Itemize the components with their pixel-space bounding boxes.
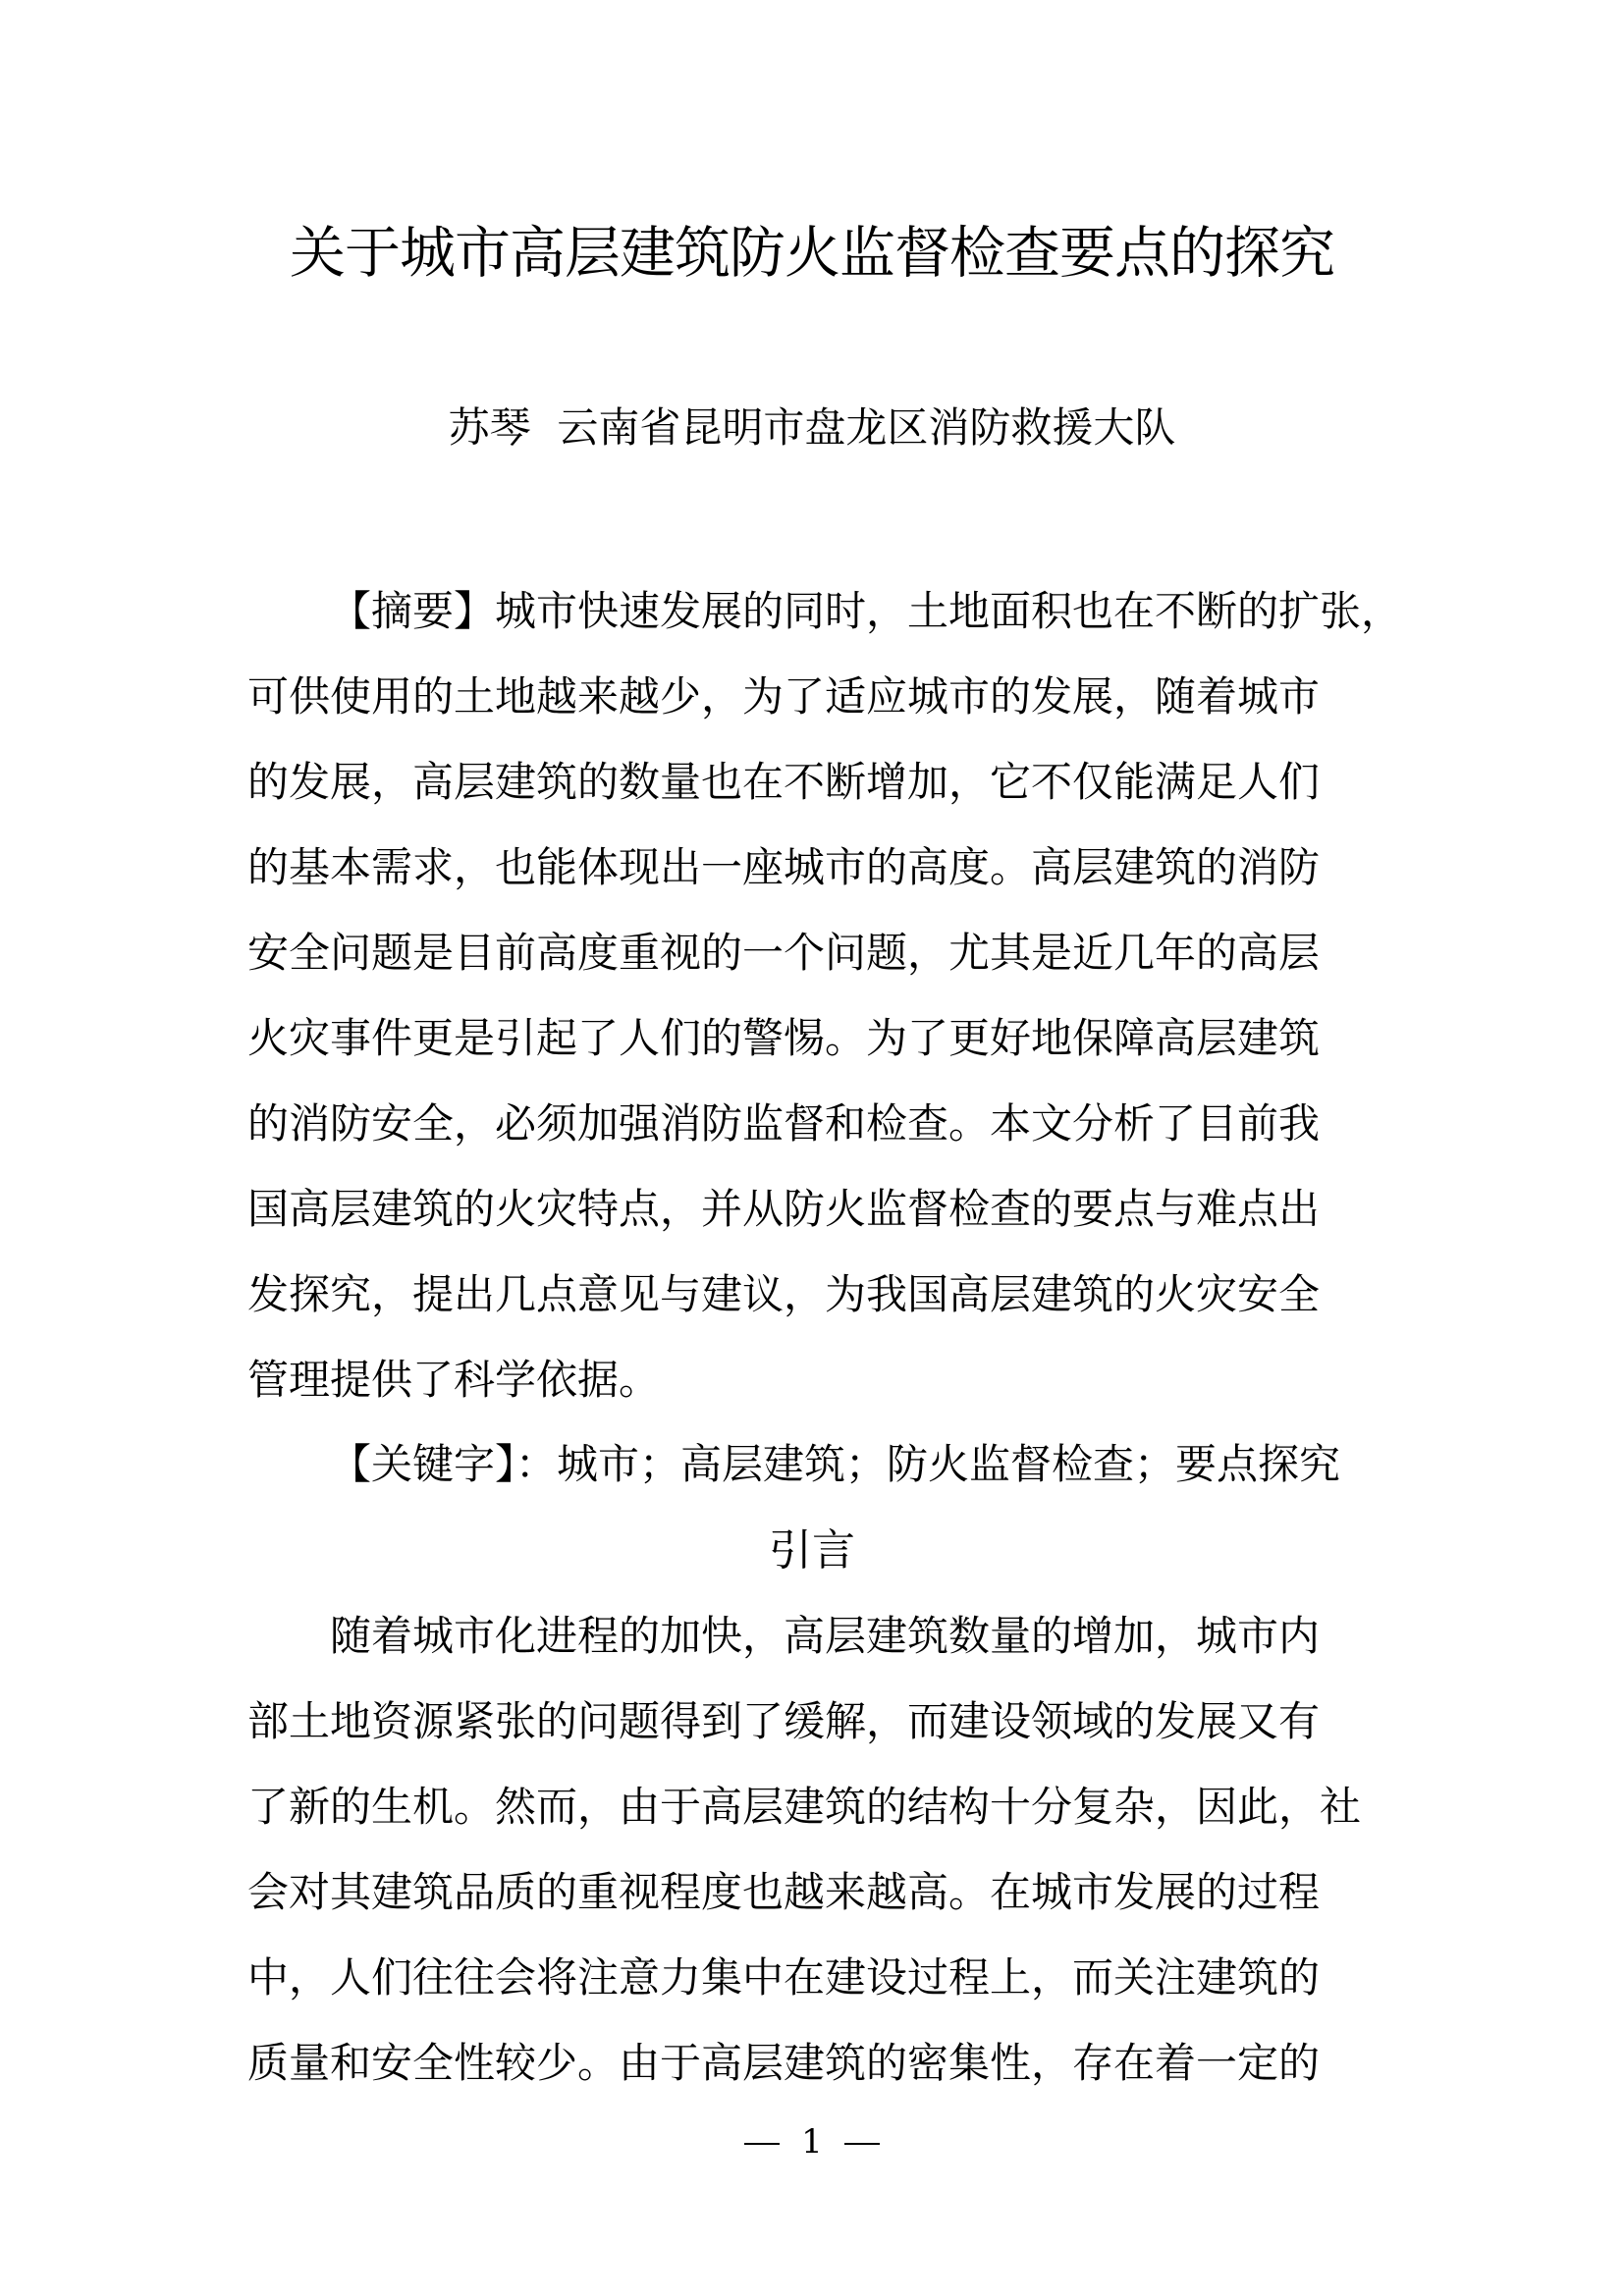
intro-line: 了新的生机。然而，由于高层建筑的结构十分复杂，因此，社	[247, 1783, 1362, 1831]
intro-line: 质量和安全性较少。由于高层建筑的密集性，存在着一定的	[247, 2039, 1321, 2087]
dash-left	[744, 2143, 780, 2145]
keywords-paragraph	[247, 1421, 1388, 1507]
introduction-paragraph	[247, 1593, 1388, 2106]
abstract-line: 可供使用的土地越来越少，为了适应城市的发展，随着城市	[247, 672, 1321, 721]
abstract-line: 的基本需求，也能体现出一座城市的高度。高层建筑的消防	[247, 843, 1321, 891]
abstract-line: 的消防安全，必须加强消防监督和检查。本文分析了目前我	[247, 1099, 1321, 1148]
page-number: 1	[801, 2122, 823, 2162]
abstract-line: 管理提供了科学依据。	[247, 1356, 661, 1404]
page-title: 关于城市高层建筑防火监督检查要点的探究	[290, 221, 1334, 286]
abstract-line: 发探究，提出几点意见与建议，为我国高层建筑的火灾安全	[247, 1270, 1321, 1318]
intro-line: 会对其建筑品质的重视程度也越来越高。在城市发展的过程	[247, 1868, 1321, 1916]
intro-line: 随着城市化进程的加快，高层建筑数量的增加，城市内	[330, 1612, 1321, 1660]
intro-line: 部土地资源紧张的问题得到了缓解，而建设领域的发展又有	[247, 1697, 1321, 1745]
abstract-line: 的发展，高层建筑的数量也在不断增加，它不仅能满足人们	[247, 758, 1321, 806]
intro-line: 中，人们往往会将注意力集中在建设过程上，而关注建筑的	[247, 1953, 1321, 2002]
keywords-line: 【关键字】：城市；高层建筑；防火监督检查；要点探究	[330, 1440, 1341, 1488]
abstract-line: 【摘要】城市快速发展的同时，土地面积也在不断的扩张，	[330, 587, 1403, 635]
abstract-line: 安全问题是目前高度重视的一个问题，尤其是近几年的高层	[247, 929, 1321, 977]
author-affiliation: 苏琴 云南省昆明市盘龙区消防救援大队	[448, 403, 1176, 452]
abstract-line: 国高层建筑的火灾特点，并从防火监督检查的要点与难点出	[247, 1185, 1321, 1233]
dash-right	[844, 2143, 880, 2145]
section-heading-introduction: 引言	[769, 1525, 855, 1575]
page-number-footer	[0, 2120, 1624, 2163]
abstract-line: 火灾事件更是引起了人们的警惕。为了更好地保障高层建筑	[247, 1014, 1321, 1062]
abstract-paragraph	[247, 568, 1403, 1422]
